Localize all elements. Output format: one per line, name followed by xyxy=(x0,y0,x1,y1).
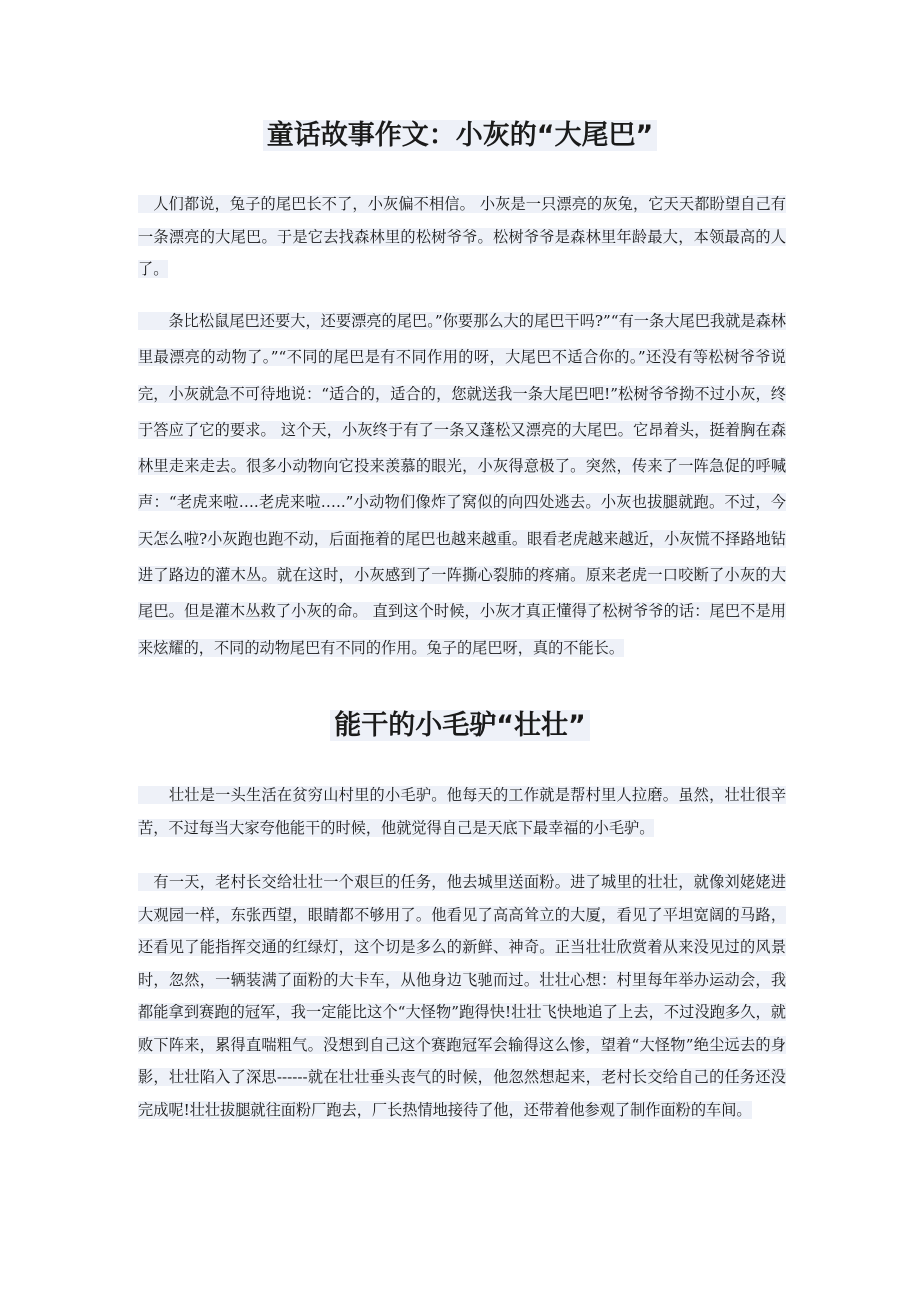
paragraph-2-text: 条比松鼠尾巴还要大，还要漂亮的尾巴。”你要那么大的尾巴干吗?”“有一条大尾巴我就是森林里最漂亮的动物了。”“不同的尾巴是有不同作用的呀，大尾巴不适合你的。”还没有等松树爷爷说完，小灰就急不可待地说：“适合的，适合的，您就送我一条大尾巴吧!”松树爷爷拗不过小灰，终于答应了它的要求。 这个天，小灰终于有了一条又蓬松又漂亮的大尾巴。它昂着头，挺着胸在森林里走来走去。很多小动物向它投来羡慕的眼光，小灰得意极了。突然，传来了一阵急促的呼喊声：“老虎来啦….老虎来啦…..”小动物们像炸了窝似的向四处逃去。小灰也拔腿就跑。不过，今天怎么啦?小灰跑也跑不动，后面拖着的尾巴也越来越重。眼看老虎越来越近，小灰慌不择路地钻进了路边的灌木丛。就在这时，小灰感到了一阵撕心裂肺的疼痛。原来老虎一口咬断了小灰的大尾巴。但是灌木丛救了小灰的命。 直到这个时候，小灰才真正懂得了松树爷爷的话：尾巴不是用来炫耀的，不同的动物尾巴有不同的作用。兔子的尾巴呀，真的不能长。 xyxy=(138,312,786,657)
paragraph-3 xyxy=(138,779,786,844)
title-story-2 xyxy=(0,706,920,746)
title-story-2-text: 能干的小毛驴“壮壮” xyxy=(330,710,590,741)
paragraph-1 xyxy=(138,188,786,286)
title-story-1 xyxy=(0,116,920,156)
paragraph-3-text: 壮壮是一头生活在贫穷山村里的小毛驴。他每天的工作就是帮村里人拉磨。虽然，壮壮很辛苦，不过每当大家夸他能干的时候，他就觉得自己是天底下最幸福的小毛驴。 xyxy=(138,786,786,837)
paragraph-4-text: 有一天，老村长交给壮壮一个艰巨的任务，他去城里送面粉。进了城里的壮壮，就像刘姥姥进大观园一样，东张西望，眼睛都不够用了。他看见了高高耸立的大厦，看见了平坦宽阔的马路，还看见了能指挥交通的红绿灯，这个切是多么的新鲜、神奇。正当壮壮欣赏着从来没见过的风景时，忽然，一辆装满了面粉的大卡车，从他身边飞驰而过。壮壮心想：村里每年举办运动会，我都能拿到赛跑的冠军，我一定能比这个“大怪物”跑得快!壮壮飞快地追了上去，不过没跑多久，就败下阵来，累得直喘粗气。没想到自己这个赛跑冠军会输得这么惨，望着“大怪物”绝尘远去的身影，壮壮陷入了深思------就在壮壮垂头丧气的时候，他忽然想起来，老村长交给自己的任务还没完成呢!壮壮拔腿就往面粉厂跑去，厂长热情地接待了他，还带着他参观了制作面粉的车间。 xyxy=(138,873,786,1119)
paragraph-2 xyxy=(138,303,786,666)
paragraph-1-text: 人们都说，兔子的尾巴长不了，小灰偏不相信。 小灰是一只漂亮的灰兔，它天天都盼望自己有一条漂亮的大尾巴。于是它去找森林里的松树爷爷。松树爷爷是森林里年龄最大，本领最高的人了。 xyxy=(138,195,786,278)
title-story-1-text: 童话故事作文：小灰的“大尾巴” xyxy=(263,120,658,151)
paragraph-4 xyxy=(138,866,786,1126)
